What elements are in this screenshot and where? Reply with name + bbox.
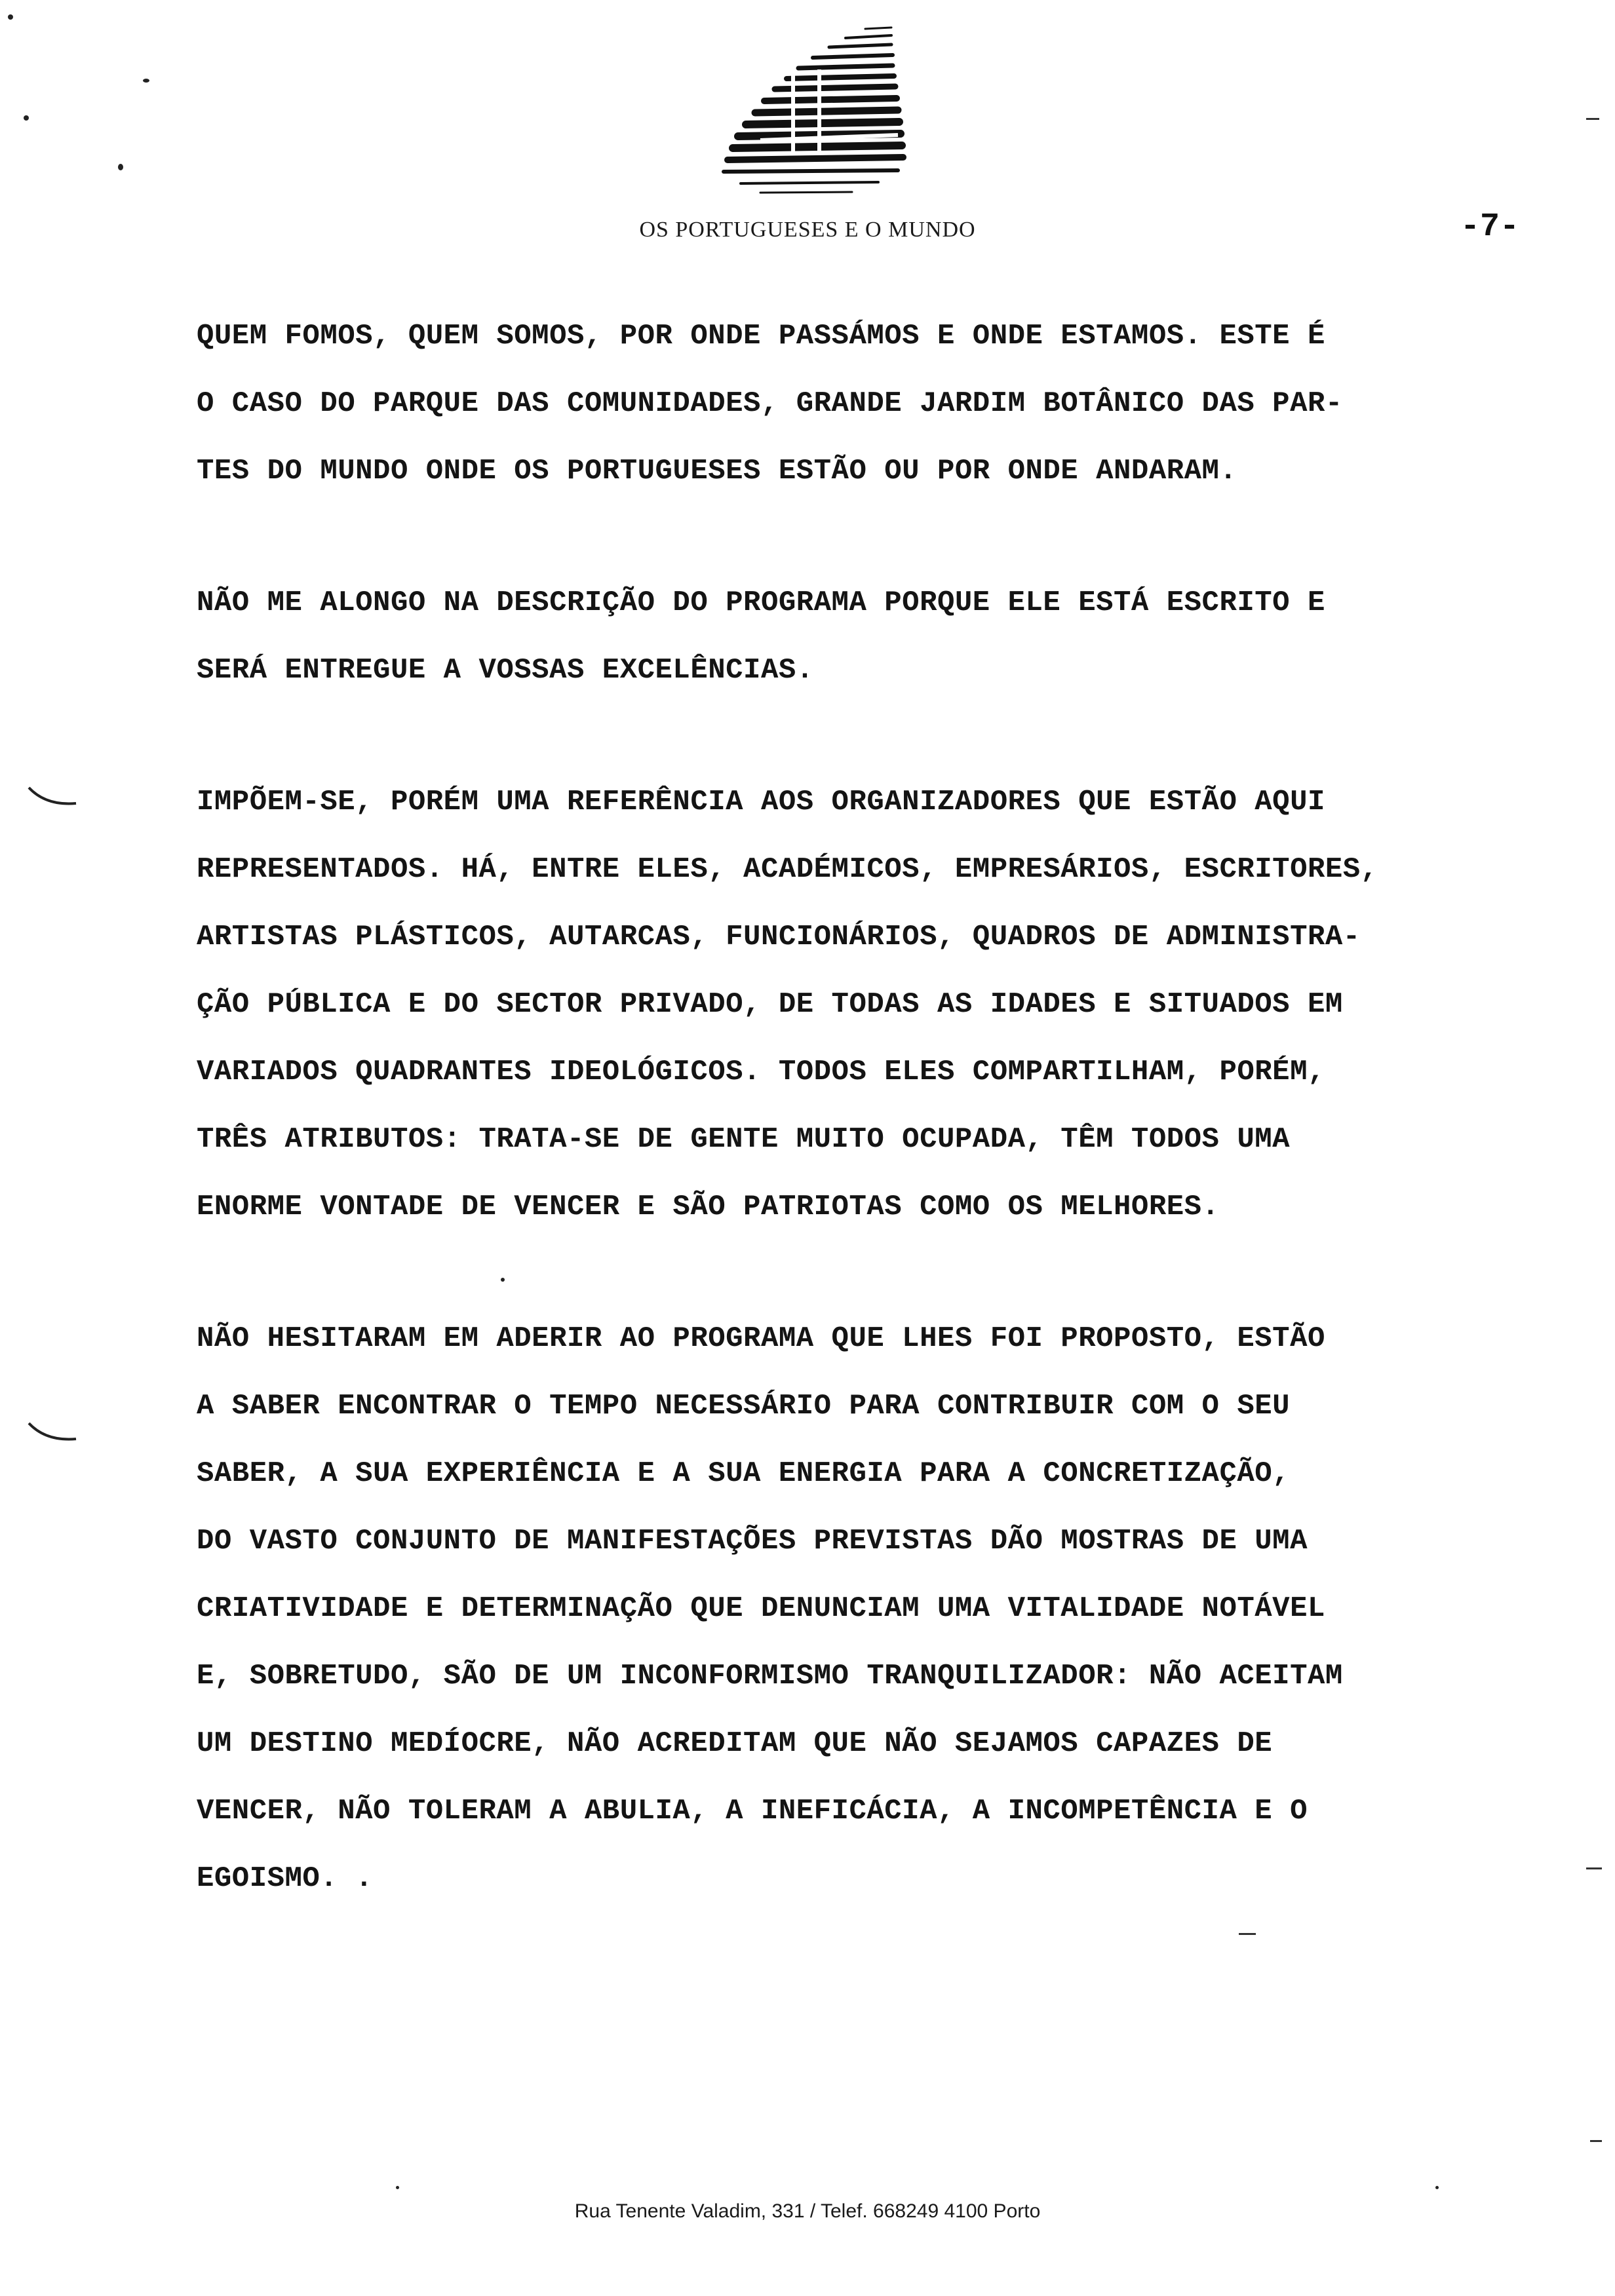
text-line: UM DESTINO MEDÍOCRE, NÃO ACREDITAM QUE NÃO SEJAMOS CAPAZES DE — [197, 1727, 1273, 1760]
text-line: E, SOBRETUDO, SÃO DE UM INCONFORMISMO TRANQUILIZADOR: NÃO ACEITAM — [197, 1660, 1343, 1693]
text-line: ÇÃO PÚBLICA E DO SECTOR PRIVADO, DE TODAS AS IDADES E SITUADOS EM — [197, 988, 1343, 1021]
paragraph — [197, 1305, 1540, 1913]
scan-speck — [396, 2186, 399, 2189]
scan-mark — [1239, 1933, 1256, 1935]
caravel-sail-logo-icon — [682, 24, 918, 201]
scan-speck — [143, 79, 149, 83]
text-line: VENCER, NÃO TOLERAM A ABULIA, A INEFICÁCIA, A INCOMPETÊNCIA E O — [197, 1795, 1308, 1827]
scan-speck — [118, 164, 123, 170]
hole-punch-mark — [26, 784, 79, 810]
scan-mark — [1586, 118, 1599, 120]
text-line: EGOISMO. . — [197, 1862, 374, 1895]
scan-mark — [1586, 1867, 1602, 1869]
organization-name: OS PORTUGUESES E O MUNDO — [639, 218, 976, 242]
text-line: SERÁ ENTREGUE A VOSSAS EXCELÊNCIAS. — [197, 654, 814, 687]
text-line: TES DO MUNDO ONDE OS PORTUGUESES ESTÃO OU POR ONDE ANDARAM. — [197, 455, 1237, 488]
text-line: QUEM FOMOS, QUEM SOMOS, POR ONDE PASSÁMOS E ONDE ESTAMOS. ESTE É — [197, 320, 1325, 353]
text-line: DO VASTO CONJUNTO DE MANIFESTAÇÕES PREVISTAS DÃO MOSTRAS DE UMA — [197, 1525, 1308, 1558]
text-line: IMPÕEM-SE, PORÉM UMA REFERÊNCIA AOS ORGANIZADORES QUE ESTÃO AQUI — [197, 786, 1325, 818]
paragraph — [197, 569, 1540, 704]
footer-address: Rua Tenente Valadim, 331 / Telef. 668249 4100 Porto — [574, 2200, 1041, 2222]
scan-mark — [1590, 2140, 1602, 2142]
text-line: O CASO DO PARQUE DAS COMUNIDADES, GRANDE JARDIM BOTÂNICO DAS PAR- — [197, 387, 1343, 420]
body-text — [197, 303, 1540, 1977]
text-line: CRIATIVIDADE E DETERMINAÇÃO QUE DENUNCIAM UMA VITALIDADE NOTÁVEL — [197, 1592, 1325, 1625]
text-line: VARIADOS QUADRANTES IDEOLÓGICOS. TODOS ELES COMPARTILHAM, PORÉM, — [197, 1056, 1325, 1088]
text-line: REPRESENTADOS. HÁ, ENTRE ELES, ACADÉMICOS, EMPRESÁRIOS, ESCRITORES, — [197, 853, 1378, 886]
text-line: ARTISTAS PLÁSTICOS, AUTARCAS, FUNCIONÁRIOS, QUADROS DE ADMINISTRA- — [197, 921, 1361, 953]
scan-speck — [8, 14, 13, 20]
hole-punch-mark — [26, 1419, 79, 1445]
paragraph — [197, 769, 1540, 1241]
text-line: SABER, A SUA EXPERIÊNCIA E A SUA ENERGIA PARA A CONCRETIZAÇÃO, — [197, 1457, 1291, 1490]
text-line: NÃO ME ALONGO NA DESCRIÇÃO DO PROGRAMA PORQUE ELE ESTÁ ESCRITO E — [197, 586, 1325, 619]
page-number: -7- — [1460, 208, 1520, 246]
text-line: NÃO HESITARAM EM ADERIR AO PROGRAMA QUE LHES FOI PROPOSTO, ESTÃO — [197, 1322, 1325, 1355]
paragraph — [197, 303, 1540, 505]
text-line: A SABER ENCONTRAR O TEMPO NECESSÁRIO PARA CONTRIBUIR COM O SEU — [197, 1390, 1291, 1423]
scan-speck — [501, 1278, 505, 1282]
text-line: ENORME VONTADE DE VENCER E SÃO PATRIOTAS COMO OS MELHORES. — [197, 1191, 1220, 1223]
text-line: TRÊS ATRIBUTOS: TRATA-SE DE GENTE MUITO OCUPADA, TÊM TODOS UMA — [197, 1123, 1291, 1156]
scan-speck — [1435, 2186, 1439, 2189]
scan-speck — [24, 115, 29, 121]
